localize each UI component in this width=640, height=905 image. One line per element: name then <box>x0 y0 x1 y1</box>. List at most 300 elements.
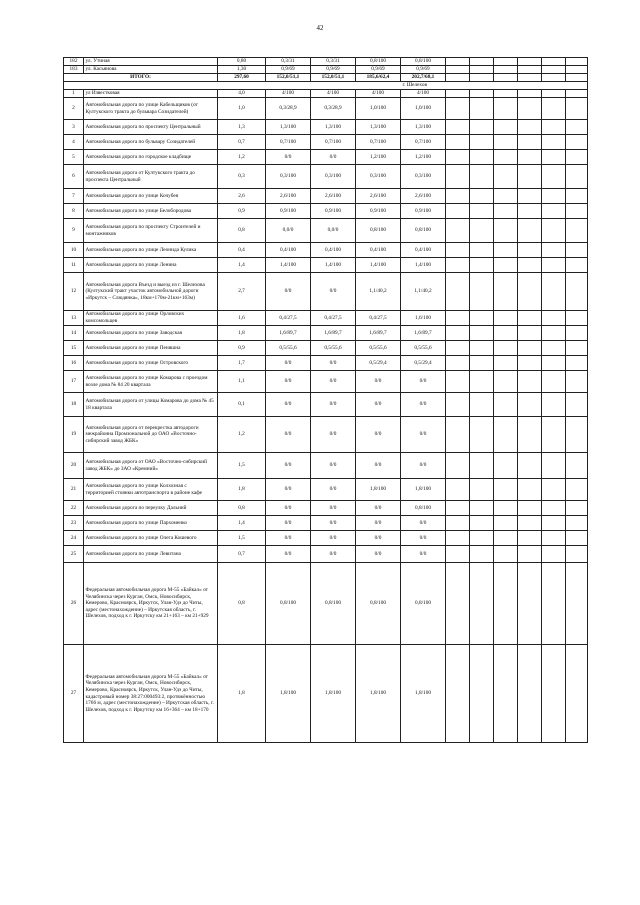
empty-cell <box>542 273 566 311</box>
total-value: 152,0/51,1 <box>266 74 311 82</box>
value-cell: 0,8/100 <box>266 563 311 645</box>
empty-cell <box>446 150 470 165</box>
value-cell: 2,6/100 <box>311 189 356 204</box>
road-name: Автомобильная дорога по улице Леонида Кулика <box>84 243 218 258</box>
value-cell: 0,3/100 <box>311 165 356 189</box>
empty-cell <box>518 66 542 74</box>
road-name: Автомобильная дорога по улице Островского <box>84 356 218 371</box>
empty-cell <box>470 150 494 165</box>
empty-cell <box>518 393 542 417</box>
value-cell: 0,4/27,5 <box>311 311 356 326</box>
road-name: Автомобильная дорога по улице Пеняшна <box>84 341 218 356</box>
empty-cell <box>542 258 566 273</box>
value-cell: 0,4/100 <box>311 243 356 258</box>
empty-cell <box>470 417 494 453</box>
empty-cell <box>542 546 566 563</box>
value-cell: 0,5/55,6 <box>356 341 401 356</box>
empty-cell <box>470 204 494 219</box>
road-name: Автомобильная дорога по улице Белобородова <box>84 204 218 219</box>
empty-cell <box>542 90 566 98</box>
empty-cell <box>446 58 470 66</box>
value-cell: 0,9 <box>218 341 266 356</box>
empty-cell <box>566 341 588 356</box>
row-number: 13 <box>64 311 84 326</box>
value-cell: 1,3/100 <box>266 120 311 135</box>
value-cell: 0,9/100 <box>356 204 401 219</box>
value-cell: 0/0 <box>401 531 446 546</box>
empty-cell <box>518 74 542 82</box>
empty-cell <box>470 219 494 243</box>
empty-cell <box>446 645 470 743</box>
value-cell: 0/0 <box>311 516 356 531</box>
empty-cell <box>518 311 542 326</box>
empty-cell <box>566 645 588 743</box>
value-cell: 0/0 <box>356 546 401 563</box>
empty-cell <box>542 204 566 219</box>
value-cell: 0/0 <box>356 417 401 453</box>
row-number: 4 <box>64 135 84 150</box>
empty-cell <box>446 74 470 82</box>
empty-cell <box>566 501 588 516</box>
empty-cell <box>494 311 518 326</box>
value-cell: 0,8/100 <box>356 219 401 243</box>
empty-cell <box>566 165 588 189</box>
value-cell: 0/0 <box>266 273 311 311</box>
value-cell: 0,5/29,4 <box>401 356 446 371</box>
table-row <box>64 273 588 311</box>
value-cell: 0/0 <box>356 516 401 531</box>
value-cell: 0/0 <box>266 516 311 531</box>
road-name: ул Известковая <box>84 90 218 98</box>
value-cell: 0/0 <box>266 393 311 417</box>
empty-cell <box>446 563 470 645</box>
empty-cell <box>518 189 542 204</box>
empty-cell <box>542 311 566 326</box>
value-cell: 0,4/100 <box>356 243 401 258</box>
row-number: 182 <box>64 58 84 66</box>
empty-cell <box>566 311 588 326</box>
value-cell: 0,0/0 <box>266 219 311 243</box>
empty-cell <box>566 479 588 501</box>
empty-cell <box>566 98 588 120</box>
value-cell: 2,6/100 <box>266 189 311 204</box>
empty-cell <box>518 150 542 165</box>
empty-cell <box>494 645 518 743</box>
road-name: Автомобильная дорога Въезд и выезд из г. Шелехова (Култукский тракт участок автомобильной дороги «Иркутск – Слюдянка», 18км+170м-21км+163м) <box>84 273 218 311</box>
empty-cell <box>494 74 518 82</box>
value-cell: 1,1/40,2 <box>401 273 446 311</box>
empty-cell <box>470 393 494 417</box>
value-cell: 0/0 <box>356 371 401 393</box>
road-name: Автомобильная дорога по городское кладбище <box>84 150 218 165</box>
value-cell: 1,30 <box>218 66 266 74</box>
value-cell: 1,4/100 <box>311 258 356 273</box>
value-cell: 0/0 <box>356 393 401 417</box>
row-number: 22 <box>64 501 84 516</box>
value-cell: 0,8/100 <box>311 563 356 645</box>
road-name: Автомобильная дорога по бульвару Созидателей <box>84 135 218 150</box>
empty-cell <box>566 189 588 204</box>
empty-cell <box>566 371 588 393</box>
value-cell: 0/0 <box>266 417 311 453</box>
value-cell: 0,9/69 <box>356 66 401 74</box>
value-cell: 0,8/100 <box>401 501 446 516</box>
row-number: 23 <box>64 516 84 531</box>
empty-cell <box>518 58 542 66</box>
value-cell: 0/0 <box>311 501 356 516</box>
empty-cell <box>542 453 566 479</box>
total-value: 297,60 <box>218 74 266 82</box>
value-cell: 1,8/100 <box>356 479 401 501</box>
value-cell: 0,4/100 <box>266 243 311 258</box>
value-cell: 0,7/100 <box>401 135 446 150</box>
value-cell: 1,2/100 <box>401 150 446 165</box>
empty-cell <box>518 371 542 393</box>
table-row <box>64 311 588 326</box>
road-name: Автомобильная дорога по улице Кочубея <box>84 189 218 204</box>
empty-cell <box>494 66 518 74</box>
empty-cell <box>566 563 588 645</box>
value-cell: 0,9/69 <box>401 66 446 74</box>
empty-cell <box>446 135 470 150</box>
empty-cell <box>470 98 494 120</box>
empty-cell <box>542 135 566 150</box>
value-cell: 0,8 <box>218 219 266 243</box>
empty-cell <box>446 90 470 98</box>
value-cell: 0,9/100 <box>311 204 356 219</box>
value-cell: 0,8/100 <box>401 563 446 645</box>
row-number: 21 <box>64 479 84 501</box>
empty-cell <box>494 204 518 219</box>
row-number: 18 <box>64 393 84 417</box>
value-cell: 1,8/100 <box>356 645 401 743</box>
empty-cell <box>542 58 566 66</box>
table-row <box>64 150 588 165</box>
value-cell: 0/0 <box>356 453 401 479</box>
empty-cell <box>566 90 588 98</box>
value-cell: 0,0/0 <box>311 219 356 243</box>
empty-cell <box>566 258 588 273</box>
empty-cell <box>518 645 542 743</box>
empty-cell <box>542 98 566 120</box>
value-cell: 0,4/27,5 <box>356 311 401 326</box>
value-cell: 1,0/100 <box>401 98 446 120</box>
road-name: Автомобильная дорога от ОАО «Восточно-сибирский завод ЖБК» до ЗАО «Кремний» <box>84 453 218 479</box>
empty-cell <box>470 66 494 74</box>
empty-cell <box>542 150 566 165</box>
empty-cell <box>446 66 470 74</box>
value-cell: 0,5/55,6 <box>311 341 356 356</box>
empty-cell <box>518 563 542 645</box>
value-cell: 0/0 <box>401 453 446 479</box>
value-cell: 0,80 <box>218 58 266 66</box>
empty-cell <box>566 546 588 563</box>
empty-cell <box>494 563 518 645</box>
road-name: ул. Касьянова <box>84 66 218 74</box>
empty-cell <box>518 273 542 311</box>
value-cell: 0/0 <box>401 393 446 417</box>
road-name: Автомобильная дорога по улице Олега Кошевого <box>84 531 218 546</box>
table-row <box>64 371 588 393</box>
value-cell: 0/0 <box>311 150 356 165</box>
table-row <box>64 243 588 258</box>
empty-cell <box>518 479 542 501</box>
empty-cell <box>566 120 588 135</box>
row-number: 19 <box>64 417 84 453</box>
empty-cell <box>566 150 588 165</box>
empty-cell <box>446 516 470 531</box>
table-row <box>64 90 588 98</box>
value-cell: 0/0 <box>401 371 446 393</box>
empty-cell <box>542 479 566 501</box>
value-cell: 1,6/89,7 <box>311 326 356 341</box>
row-number: 9 <box>64 219 84 243</box>
value-cell: 0/0 <box>311 273 356 311</box>
value-cell: 0/0 <box>311 453 356 479</box>
value-cell: 1,4/100 <box>266 258 311 273</box>
empty-cell <box>518 326 542 341</box>
road-name: Автомобильная дорога по улице Левитана <box>84 546 218 563</box>
empty-cell <box>542 243 566 258</box>
value-cell: 0/0 <box>266 356 311 371</box>
row-number: 3 <box>64 120 84 135</box>
empty-cell <box>518 204 542 219</box>
value-cell: 0/0 <box>266 150 311 165</box>
empty-cell <box>494 326 518 341</box>
value-cell: 0,3/100 <box>356 165 401 189</box>
value-cell: 1,0 <box>218 98 266 120</box>
row-number: 16 <box>64 356 84 371</box>
empty-cell <box>566 74 588 82</box>
table-row <box>64 531 588 546</box>
empty-cell <box>494 356 518 371</box>
value-cell: 0/0 <box>266 371 311 393</box>
road-name: Автомобильная дорога по улице Орловских комсомольцев <box>84 311 218 326</box>
value-cell: 4/100 <box>356 90 401 98</box>
value-cell: 0/0 <box>311 546 356 563</box>
row-number: 8 <box>64 204 84 219</box>
value-cell: 0,4 <box>218 243 266 258</box>
value-cell: 0,5/29,4 <box>356 356 401 371</box>
empty-cell <box>470 135 494 150</box>
row-number: 1 <box>64 90 84 98</box>
value-cell: 0/0 <box>266 453 311 479</box>
empty-cell <box>542 189 566 204</box>
value-cell: 0,4/27,5 <box>266 311 311 326</box>
empty-cell <box>542 356 566 371</box>
value-cell: 0,8/100 <box>401 219 446 243</box>
empty-cell <box>542 417 566 453</box>
value-cell: 1,6/100 <box>401 311 446 326</box>
empty-cell <box>494 273 518 311</box>
table-row <box>64 501 588 516</box>
value-cell: 0/0 <box>311 371 356 393</box>
value-cell: 0,3/31 <box>266 58 311 66</box>
empty-cell <box>494 189 518 204</box>
empty-cell <box>518 341 542 356</box>
empty-cell <box>446 371 470 393</box>
empty-cell <box>518 243 542 258</box>
value-cell: 2,6 <box>218 189 266 204</box>
empty-cell <box>494 393 518 417</box>
row-number: 5 <box>64 150 84 165</box>
empty-cell <box>470 120 494 135</box>
value-cell: 0/0 <box>356 501 401 516</box>
total-row <box>64 74 588 82</box>
empty-cell <box>470 165 494 189</box>
empty-cell <box>518 219 542 243</box>
table-row <box>64 258 588 273</box>
value-cell: 1,4/100 <box>356 258 401 273</box>
value-cell: 1,8 <box>218 326 266 341</box>
table-row <box>64 204 588 219</box>
value-cell: 0,8 <box>218 563 266 645</box>
value-cell: 1,2 <box>218 417 266 453</box>
value-cell: 2,7 <box>218 273 266 311</box>
empty-cell <box>446 356 470 371</box>
table-row <box>64 58 588 66</box>
road-name: Автомобильная дорога по улице Ленина <box>84 258 218 273</box>
empty-cell <box>446 258 470 273</box>
empty-cell <box>566 243 588 258</box>
table-row <box>64 341 588 356</box>
value-cell: 1,1 <box>218 371 266 393</box>
value-cell: 0,5/55,6 <box>401 341 446 356</box>
empty-cell <box>518 516 542 531</box>
empty-cell <box>494 341 518 356</box>
empty-cell <box>566 135 588 150</box>
table-row <box>64 479 588 501</box>
empty-cell <box>470 479 494 501</box>
empty-cell <box>470 243 494 258</box>
empty-cell <box>518 417 542 453</box>
value-cell: 0/0 <box>266 479 311 501</box>
road-name: Автомобильная дорога по проспекту Центральный <box>84 120 218 135</box>
empty-cell <box>542 219 566 243</box>
value-cell: 1,6 <box>218 311 266 326</box>
value-cell: 0,3/28,9 <box>266 98 311 120</box>
empty-cell <box>542 120 566 135</box>
empty-cell <box>470 546 494 563</box>
table-row <box>64 120 588 135</box>
value-cell: 0,8/100 <box>401 58 446 66</box>
value-cell: 1,8/100 <box>266 645 311 743</box>
empty-cell <box>518 356 542 371</box>
value-cell: 4/100 <box>401 90 446 98</box>
value-cell: 0/0 <box>311 531 356 546</box>
road-name: Автомобильная дорога по улице Пархоменко <box>84 516 218 531</box>
value-cell: 2,6/100 <box>401 189 446 204</box>
row-number: 2 <box>64 98 84 120</box>
value-cell: 1,4 <box>218 516 266 531</box>
empty-cell <box>494 371 518 393</box>
table-body <box>64 58 588 743</box>
empty-cell <box>446 479 470 501</box>
row-number: 17 <box>64 371 84 393</box>
value-cell: 1,0/100 <box>356 98 401 120</box>
table-row <box>64 645 588 743</box>
row-number: 25 <box>64 546 84 563</box>
table-row <box>64 453 588 479</box>
empty-cell <box>446 243 470 258</box>
value-cell: 1,3/100 <box>356 120 401 135</box>
empty-cell <box>470 453 494 479</box>
row-number: 12 <box>64 273 84 311</box>
empty-cell <box>446 546 470 563</box>
empty-cell <box>542 341 566 356</box>
empty-cell <box>542 326 566 341</box>
value-cell: 0/0 <box>311 393 356 417</box>
empty-cell <box>494 165 518 189</box>
table-row <box>64 563 588 645</box>
empty-cell <box>542 516 566 531</box>
empty-cell <box>446 341 470 356</box>
empty-cell <box>446 165 470 189</box>
table-row <box>64 98 588 120</box>
empty-cell <box>470 563 494 645</box>
value-cell: 0,3 <box>218 165 266 189</box>
value-cell: 1,8/100 <box>311 645 356 743</box>
road-name: Автомобильная дорога по улице Кабельщиков (от Култукского тракта до бульвара Созидателей) <box>84 98 218 120</box>
value-cell: 2,6/100 <box>356 189 401 204</box>
value-cell: 1,6/89,7 <box>401 326 446 341</box>
empty-cell <box>542 501 566 516</box>
empty-cell <box>542 531 566 546</box>
row-number: 10 <box>64 243 84 258</box>
value-cell: 0,7/100 <box>266 135 311 150</box>
value-cell: 0,9/100 <box>266 204 311 219</box>
value-cell: 1,2/100 <box>356 150 401 165</box>
empty-cell <box>542 371 566 393</box>
empty-cell <box>494 150 518 165</box>
empty-cell <box>470 341 494 356</box>
empty-cell <box>566 204 588 219</box>
empty-cell <box>542 563 566 645</box>
value-cell: 4,0 <box>218 90 266 98</box>
empty-cell <box>494 516 518 531</box>
value-cell: 0,7/100 <box>356 135 401 150</box>
road-name: Автомобильная дорога от перекрестка автодороги межрайонна Промзональной до ОАО «Восточно-сибирский завод ЖБК» <box>84 417 218 453</box>
empty-cell <box>566 66 588 74</box>
row-number: 15 <box>64 341 84 356</box>
road-name: Автомобильная дорога по проспекту Строителей и монтажников <box>84 219 218 243</box>
value-cell: 0/0 <box>311 417 356 453</box>
empty-cell <box>446 326 470 341</box>
value-cell: 1,7 <box>218 356 266 371</box>
table-row <box>64 189 588 204</box>
empty-cell <box>446 501 470 516</box>
empty-cell <box>518 546 542 563</box>
total-value: 185,6/62,4 <box>356 74 401 82</box>
empty-cell <box>518 531 542 546</box>
empty-cell <box>494 453 518 479</box>
empty-cell <box>566 453 588 479</box>
empty-cell <box>446 219 470 243</box>
value-cell: 0,4/100 <box>401 243 446 258</box>
row-number: 20 <box>64 453 84 479</box>
table-row <box>64 546 588 563</box>
empty-cell <box>566 58 588 66</box>
row-number: 183 <box>64 66 84 74</box>
empty-cell <box>518 90 542 98</box>
empty-cell <box>494 501 518 516</box>
value-cell: 0/0 <box>311 479 356 501</box>
empty-cell <box>542 165 566 189</box>
empty-cell <box>470 516 494 531</box>
value-cell: 1,8 <box>218 479 266 501</box>
value-cell: 0,5/55,6 <box>266 341 311 356</box>
empty-cell <box>470 356 494 371</box>
